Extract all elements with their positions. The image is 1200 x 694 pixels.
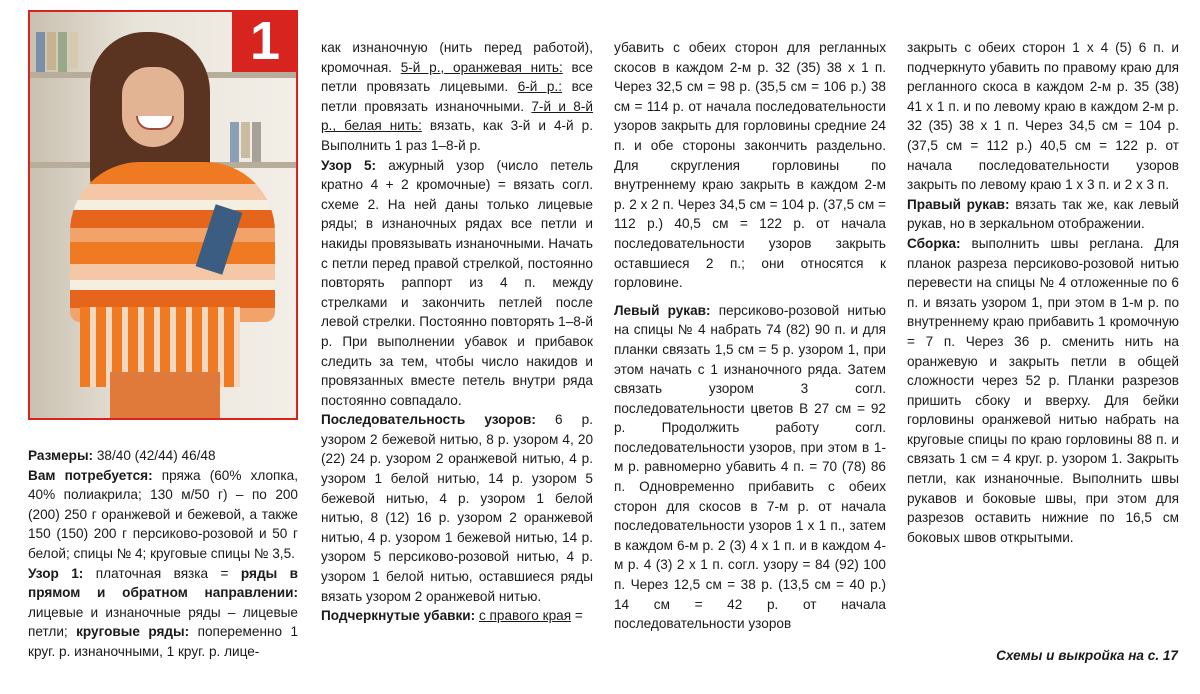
pattern-1-paragraph bbox=[28, 564, 298, 662]
face bbox=[122, 67, 184, 147]
left-sleeve-label: Левый рукав: bbox=[614, 302, 711, 318]
books bbox=[36, 32, 78, 72]
sizes-text: 38/40 (42/44) 46/48 bbox=[93, 448, 216, 463]
decrease-label: Подчеркнутые убавки: bbox=[321, 608, 476, 624]
column-3 bbox=[614, 38, 886, 634]
pattern-5-text: ажурный узор (число петель кратно 4 + 2 кромочные) = вязать согл. схеме 2. На ней даны только лицевые ряды; в изнаночных рядах все петли и накиды провязывать изнаночными. Начать с петли перед правой стрелкой, постоянно повторять раппорт из 4 п. между стрелками и закончить петлей после левой стрелки. Постоянно повторять 1–8-й р. При выполнении убавок и прибавок следить за тем, чтобы число накидов и провязанных вместе петель внутри ряда постоянно совпадало. bbox=[321, 157, 593, 408]
right-sleeve-text: вязать так же, как левый рукав, но в зеркальном отображении. bbox=[907, 196, 1179, 232]
row-heading: 6-й р.: bbox=[517, 79, 563, 95]
back-paragraph bbox=[614, 38, 886, 293]
sleeve-cont-paragraph bbox=[907, 38, 1179, 195]
pattern-1-text: попеременно 1 круг. р. изнаночными, 1 круг. р. лице- bbox=[28, 624, 299, 659]
pattern-1-rows-label: ряды в прямом и обратном направлении: bbox=[28, 565, 298, 601]
materials-label: Вам потребуется: bbox=[28, 467, 153, 483]
sequence-text: 6 р. узором 2 бежевой нитью, 8 р. узором 4, 20 (22) 24 р. узором 2 оранжевой нитью, 4 р. узором 1 белой нитью, 14 р. узором 5 бежевой нитью, 4 р. узором 1 белой нитью, 8 (12) 16 р. узором 2 оранжевой нитью, 4 р. узором 1 бежевой нитью, 14 р. узором 5 персиково-розовой нитью, 4 р. узором 1 белой нитью, оставшиеся ряды вязать узором 2 оранжевой нитью. bbox=[321, 412, 593, 604]
assembly-label: Сборка: bbox=[907, 235, 961, 251]
sizes-paragraph bbox=[28, 446, 298, 466]
left-sleeve-paragraph bbox=[614, 301, 886, 634]
row-heading: 7-й и 8-й р., белая нить: bbox=[321, 98, 593, 134]
model-number-badge: 1 bbox=[232, 10, 298, 72]
pattern-1-text: платочная вязка = bbox=[83, 565, 241, 581]
decrease-underlined: с правого края bbox=[478, 608, 572, 624]
right-sleeve-label: Правый рукав: bbox=[907, 196, 1010, 212]
body-text: как изнаночную (нить перед работой), кромочная. bbox=[321, 40, 593, 75]
body-text: вязать, как 3-й и 4-й р. Выполнить 1 раз 1–8-й р. bbox=[321, 118, 593, 153]
pattern-5-paragraph bbox=[321, 156, 593, 411]
striped-sweater bbox=[70, 162, 275, 322]
books bbox=[230, 122, 261, 162]
materials-text: пряжа (60% хлопка, 40% полиакрила; 130 м/50 г) – по 200 (200) 250 г оранжевой и бежевой, а также 150 (150) 200 г персиково-розовой и 50 г белой; спицы № 4; круговые спицы № 3,5. bbox=[28, 467, 298, 561]
body-text: убавить с обеих сторон для регланных скосов в каждом 2-м р. 32 (35) 38 х 1 п. Через 32,5 см = 98 р. (35,5 см = 106 р.) 38 см = 114 р. от начала последовательности узоров закрыть для горловины средние 24 п. и обе стороны закончить раздельно. Для скругления горловины по внутреннему краю закрыть в каждом 2-м р. 2 х 2 п. Через 34,5 см = 104 р. (37,5 см = 112 р.) 40,5 см = 122 р. от начала последовательности узоров закрыть оставшиеся 2 п.; они относятся к горловине. bbox=[614, 40, 886, 291]
page-reference-footer: Схемы и выкройка на с. 17 bbox=[996, 648, 1178, 663]
body-text: все петли провязать изнаночными. bbox=[321, 79, 593, 114]
skirt bbox=[110, 372, 220, 420]
right-sleeve-paragraph bbox=[907, 195, 1179, 234]
column-2 bbox=[321, 38, 593, 626]
pattern-1-label: Узор 1: bbox=[28, 565, 84, 581]
body-text: все петли провязать лицевыми. bbox=[321, 59, 593, 95]
column-1 bbox=[28, 446, 298, 662]
sizes-label: Размеры: bbox=[28, 448, 94, 463]
sequence-label: Последовательность узоров: bbox=[321, 412, 536, 428]
pattern-1-text: лицевые и изнаночные ряды – лицевые петли; bbox=[28, 604, 298, 640]
decrease-text: = bbox=[571, 608, 583, 624]
pattern-1-round-label: круговые ряды: bbox=[76, 624, 190, 640]
materials-paragraph bbox=[28, 466, 298, 564]
left-sleeve-text: персиково-розовой нитью на спицы № 4 набрать 74 (82) 90 п. и для планки связать 1,5 см = 5 р. узором 1, при этом начать с 1 изнаночного ряда. Затем связать узором 3 согл. последовательности цветов В 27 см = 92 р. Продолжить работу согл. последовательности узоров, при этом в 1-м р. равномерно убавить 4 п. = 70 (78) 86 п. Одновременно прибавить с обеих сторон для скосов в 7-м р. от начала последовательности узоров 1 х 1 п., затем в каждом 6-м р. 2 (3) 4 х 1 п. и в каждом 4-м р. 4 (3) 2 х 1 п. согл. узору = 84 (92) 100 п. Через 12,5 см = 38 р. (13,5 см = 40 р.) 14 см = 42 р. от начала последовательности узоров bbox=[614, 302, 886, 632]
pattern-5-label: Узор 5: bbox=[321, 157, 377, 173]
column-4 bbox=[907, 38, 1179, 547]
sequence-paragraph bbox=[321, 410, 593, 606]
assembly-paragraph bbox=[907, 234, 1179, 548]
assembly-text: выполнить швы реглана. Для планок разреза персиково-розовой нитью перевести на спицы № 4 отложенные по 6 п. и вязать узором 1, при этом в 1-м р. по внутреннему краю прибавить 1 кромочную = 7 п. Через 36 р. сменить нить на оранжевую и закрыть петли в общей сложности через 52 р. Планки разрезов пришить сбоку и вверху. Для бейки горловины оранжевой нитью набрать на круговые спицы по краю горловины 88 п. и связать 1 см = 4 круг. р. узором 1. Закрыть петли, как изнаночные. Выполнить швы рукавов и боковые швы, при этом для разрезов оставить нижние по 16,5 см боковых швов открытыми. bbox=[907, 235, 1179, 545]
row-heading: 5-й р., оранжевая нить: bbox=[400, 59, 563, 75]
body-text: закрыть с обеих сторон 1 х 4 (5) 6 п. и подчеркнуто убавить по правому краю для регланного скоса в каждом 2-м р. 35 (38) 41 х 1 п. и по левому краю в каждом 2-м р. 32 (35) 38 х 1 п. Через 34,5 см = 104 р. (37,5 см = 112 р.) 40,5 см = 122 р. от начала последовательности узоров закрыть по левому краю 1 х 3 п. и 2 х 3 п. bbox=[907, 40, 1179, 193]
decrease-paragraph bbox=[321, 606, 593, 626]
pattern-rows-paragraph bbox=[321, 38, 593, 156]
